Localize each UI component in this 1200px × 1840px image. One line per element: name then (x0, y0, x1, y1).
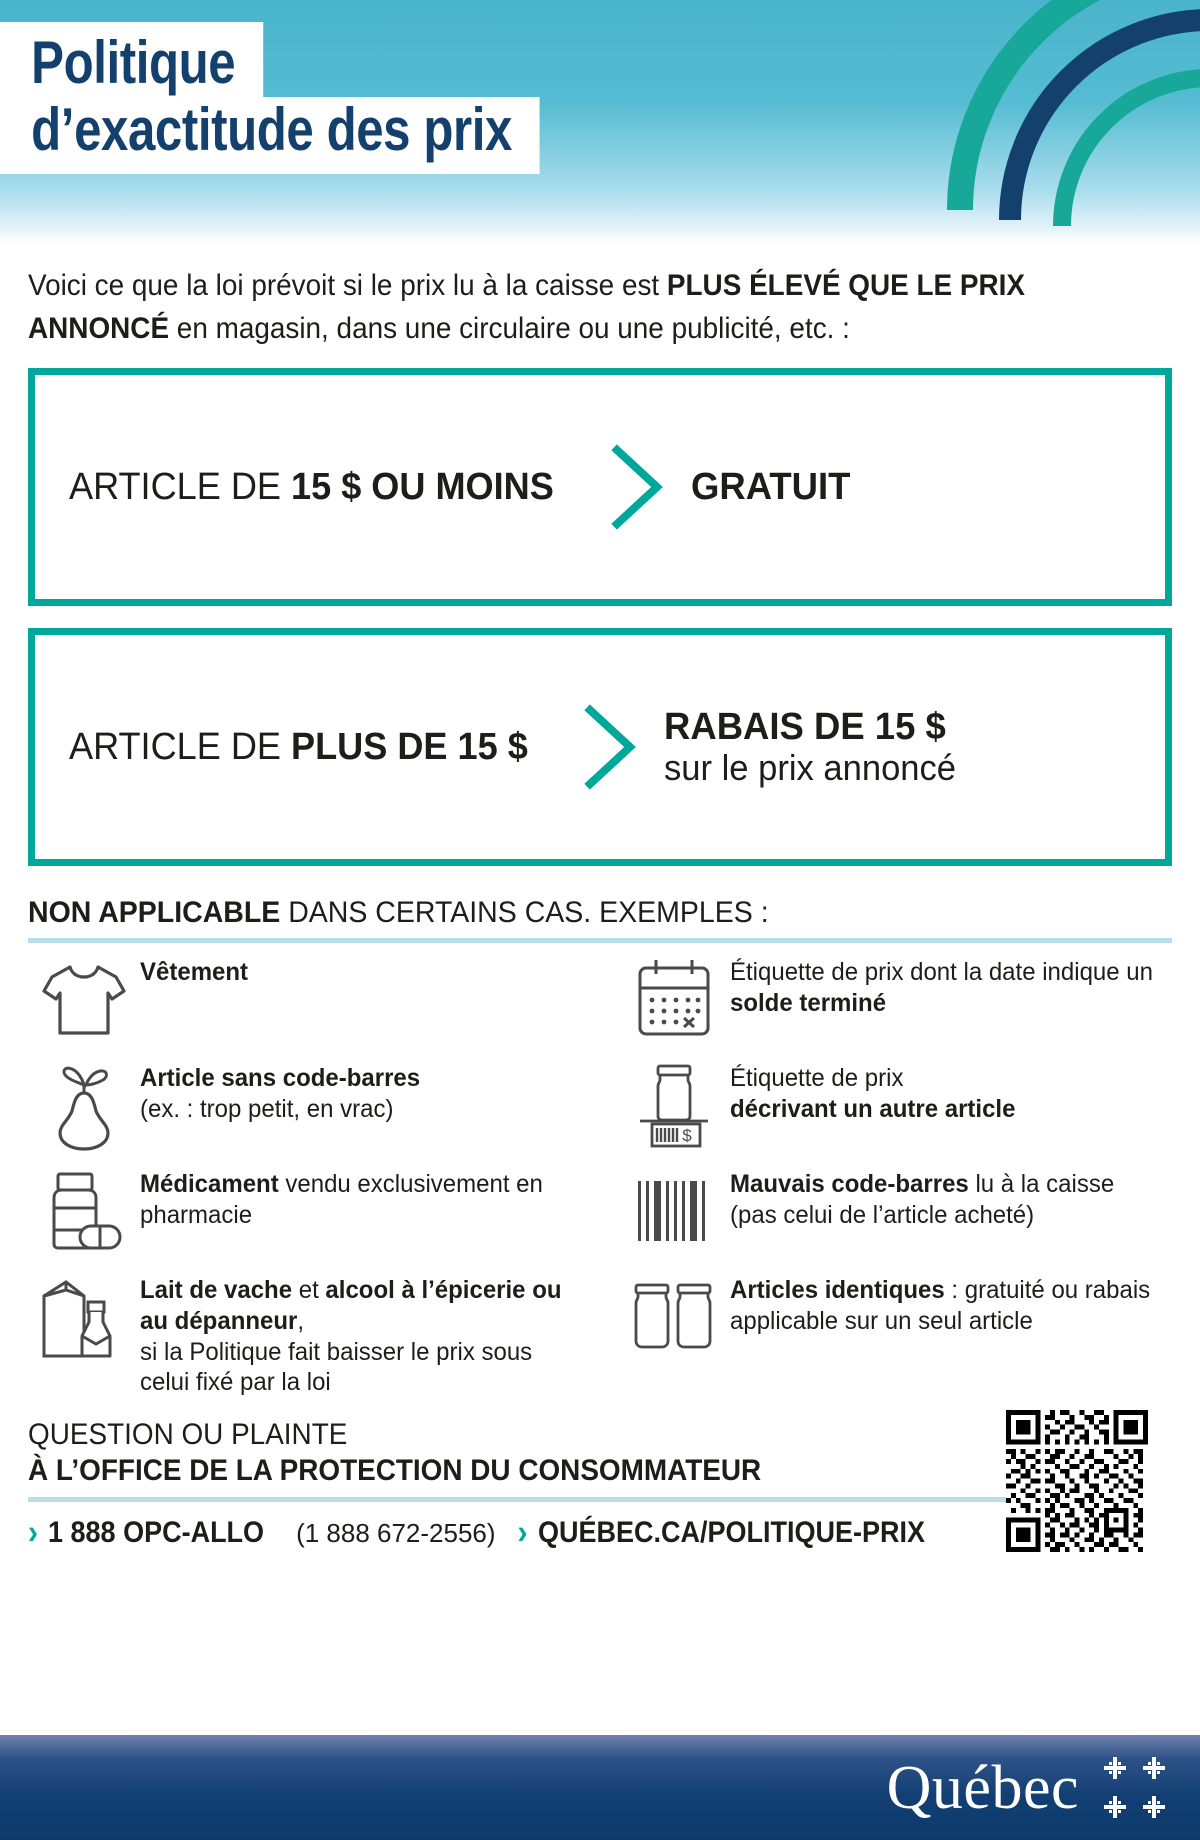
fleur-de-lys-glyph (1139, 1753, 1169, 1783)
phone-link[interactable] (28, 1513, 496, 1552)
contact-line-2: À L’OFFICE DE LA PROTECTION DU CONSOMMATEUR (28, 1454, 762, 1488)
rule-2-outcome (664, 706, 956, 789)
fleur-de-lys-glyph (1100, 1753, 1130, 1783)
exception-note: si la Politique fait baisser le prix sous celui fixé par la loi (140, 1337, 533, 1397)
exception-plain-1: et (292, 1276, 326, 1305)
phone-label: 1 888 OPC-ALLO (48, 1516, 265, 1550)
exception-bold-1: décrivant un autre article (730, 1094, 1016, 1123)
milk-carton-icon (28, 1271, 140, 1363)
svg-text:$: $ (682, 1126, 692, 1146)
intro-paragraph (28, 265, 1125, 350)
fleur-de-lys-icon (1099, 1752, 1131, 1784)
exception-bold-1: Médicament (140, 1170, 279, 1199)
chevron-right-icon (582, 704, 638, 790)
chevron-right-glyph (609, 444, 665, 530)
rule-2-bold: PLUS DE 15 $ (291, 725, 528, 768)
rule-box-under-15 (28, 368, 1172, 606)
exception-item (28, 1165, 600, 1257)
calendar-x-glyph (630, 956, 718, 1042)
exception-text (140, 953, 582, 988)
exception-item (618, 953, 1172, 1045)
exceptions-heading-rest: DANS CERTAINS CAS. EXEMPLES : (280, 896, 769, 930)
rule-2-outcome-main: RABAIS DE 15 $ (663, 705, 946, 748)
exception-text (730, 1059, 1154, 1125)
pill-bottle-glyph (42, 1168, 126, 1254)
pill-bottle-icon (28, 1165, 140, 1257)
exception-plain-tail: : gratuité ou rabais applicable sur un seul article (730, 1276, 1151, 1335)
chevron-right-icon: › (517, 1513, 528, 1552)
qr-code-glyph (1006, 1410, 1148, 1552)
fleur-de-lys-icon (1138, 1791, 1170, 1823)
exception-plain-lead: Étiquette de prix (730, 1064, 904, 1093)
exceptions-divider (28, 938, 1172, 943)
quebec-government-bar (0, 1735, 1200, 1840)
jar-price-tag-icon (618, 1059, 730, 1151)
rule-2-outcome-sub: sur le prix annoncé (663, 747, 956, 789)
fleur-de-lys-grid (1099, 1752, 1170, 1823)
website-link[interactable] (517, 1513, 968, 1552)
rule-1-plain: ARTICLE DE (69, 465, 292, 508)
poster-title (0, 22, 658, 174)
two-jars-glyph (628, 1279, 720, 1355)
milk-carton-glyph (36, 1270, 132, 1364)
chevron-right-icon: › (28, 1513, 38, 1552)
exception-item (28, 953, 600, 1045)
rule-2-plain: ARTICLE DE (69, 725, 292, 768)
fleur-de-lys-icon (1099, 1791, 1131, 1823)
qr-code[interactable] (1006, 1410, 1148, 1552)
website-label: QUÉBEC.CA/POLITIQUE-PRIX (537, 1516, 925, 1550)
exceptions-left-column (28, 953, 600, 1412)
exception-plain-1: vendu exclusivement en pharmacie (140, 1170, 543, 1229)
pear-glyph (50, 1059, 118, 1151)
exception-item (618, 1059, 1172, 1151)
rule-2-condition (69, 726, 528, 769)
exceptions-heading-bold: NON APPLICABLE (28, 896, 281, 930)
exceptions-right-column (600, 953, 1172, 1412)
rule-1-outcome (691, 466, 850, 509)
rule-1-outcome-main: GRATUIT (691, 465, 851, 508)
fleur-de-lys-glyph (1100, 1792, 1130, 1822)
exception-text (140, 1059, 582, 1125)
fleur-de-lys-icon (1138, 1752, 1170, 1784)
contact-block (28, 1418, 1172, 1550)
tshirt-glyph (40, 959, 128, 1039)
chevron-right-icon (609, 444, 665, 530)
exception-bold-1: Mauvais code-barres (730, 1170, 969, 1199)
exception-bold-1: Lait de vache (140, 1276, 293, 1305)
intro-part-2: en magasin, dans une circulaire ou une publicité, etc. : (169, 311, 850, 345)
exception-text (140, 1271, 582, 1398)
title-line-2: d’exactitude des prix (0, 97, 540, 174)
two-jars-icon (618, 1271, 730, 1363)
tshirt-icon (28, 953, 140, 1045)
pear-icon (28, 1059, 140, 1151)
poster-header (0, 0, 1200, 243)
exceptions-heading (28, 896, 1115, 930)
rule-box-over-15 (28, 628, 1172, 866)
exception-bold-1: Article sans code-barres (140, 1064, 421, 1093)
exceptions-columns (28, 953, 1172, 1412)
poster-body (0, 265, 1200, 1550)
exception-item (28, 1271, 600, 1398)
contact-divider (28, 1497, 1044, 1502)
exception-bold-2: alcool à l’épicerie ou au dépanneur (140, 1276, 562, 1335)
exception-plain-tail: lu à la caisse (pas celui de l’article acheté) (730, 1170, 1115, 1229)
exception-text (730, 953, 1154, 1019)
exception-plain-lead: Étiquette de prix dont la date indique un (730, 958, 1153, 987)
exception-text (730, 1165, 1154, 1231)
fleur-de-lys-glyph (1139, 1792, 1169, 1822)
barcode-icon (618, 1165, 730, 1257)
exception-bold-1: solde terminé (730, 988, 887, 1017)
exception-plain-2: , (297, 1306, 305, 1335)
rule-1-bold: 15 $ OU MOINS (291, 465, 554, 508)
chevron-right-glyph (582, 704, 638, 790)
calendar-x-icon (618, 953, 730, 1045)
exception-text (730, 1271, 1154, 1337)
exception-note: (ex. : trop petit, en vrac) (140, 1094, 394, 1123)
barcode-glyph (630, 1175, 718, 1247)
rule-1-condition (69, 466, 554, 509)
exception-text (140, 1165, 582, 1231)
intro-bold: PLUS ÉLEVÉ QUE LE PRIX ANNONCÉ (28, 269, 1026, 345)
exception-bold-1: Articles identiques (730, 1276, 945, 1305)
contact-line-1: QUESTION OU PLAINTE (28, 1418, 348, 1452)
header-decorative-arcs (880, 0, 1200, 243)
exception-item (28, 1059, 600, 1151)
phone-number: (1 888 672-2556) (296, 1518, 496, 1549)
quebec-wordmark: Québec (886, 1753, 1079, 1822)
exception-bold-1: Vêtement (140, 958, 249, 987)
exception-item (618, 1165, 1172, 1257)
intro-part-1: Voici ce que la loi prévoit si le prix lu à la caisse est (28, 269, 667, 302)
exception-item (618, 1271, 1172, 1363)
title-line-1: Politique (0, 22, 263, 97)
contact-links (28, 1513, 1172, 1552)
jar-price-tag-glyph (630, 1060, 718, 1150)
